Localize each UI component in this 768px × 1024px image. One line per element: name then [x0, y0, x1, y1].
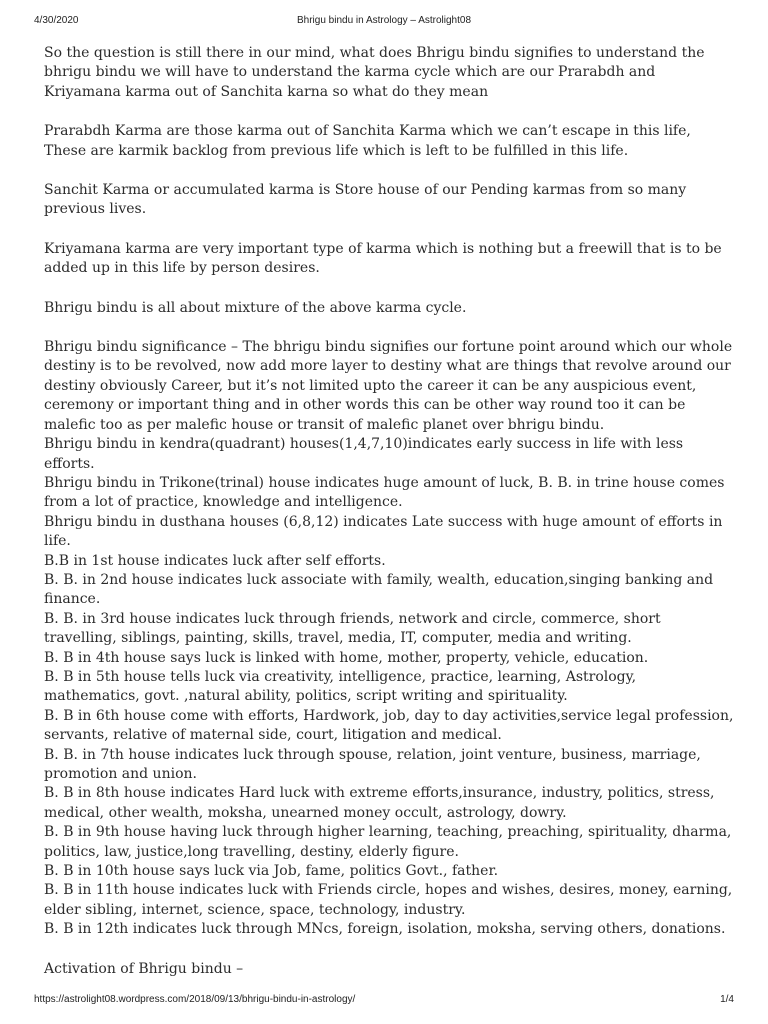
house-line: B. B in 10th house says luck via Job, fame, politics Govt., father.: [44, 863, 499, 880]
print-header: [34, 15, 734, 29]
activation-heading: Activation of Bhrigu bindu –: [44, 960, 244, 977]
paragraph-question: So the question is still there in our mind, what does Bhrigu bindu signifies to understand the bhrigu bindu we will have to understand the karma cycle which are our Prarabdh and Kriyamana karma out of Sanchita karna so what do they mean: [44, 45, 705, 100]
house-line: B.B in 1st house indicates luck after self efforts.: [44, 552, 386, 569]
house-line: Bhrigu bindu in Trikone(trinal) house indicates huge amount of luck, B. B. in trine house comes from a lot of practice, knowledge and intelligence.: [44, 474, 725, 511]
house-line: B. B. in 2nd house indicates luck associate with family, wealth, education,singing banking and finance.: [44, 571, 714, 608]
house-line: B. B in 9th house having luck through higher learning, teaching, preaching, spirituality, dharma, politics, law, justice,long travelling, destiny, elderly figure.: [44, 824, 732, 860]
house-line: Bhrigu bindu in dusthana houses (6,8,12) indicates Late success with huge amount of efforts in life.: [44, 513, 723, 550]
house-line: B. B in 11th house indicates luck with Friends circle, hopes and wishes, desires, money, earning, elder sibling, internet, science, space, technology, industry.: [44, 882, 733, 918]
house-line: B. B. in 7th house indicates luck through spouse, relation, joint venture, business, marriage, promotion and union.: [44, 746, 701, 782]
significance-block: [44, 338, 734, 940]
paragraph-prarabdh: Prarabdh Karma are those karma out of Sanchita Karma which we can’t escape in this life, These are karmik backlog from previous life which is left to be fulfilled in this life.: [44, 123, 691, 159]
paragraph-significance: Bhrigu bindu significance – The bhrigu bindu signifies our fortune point around which our whole destiny is to be revolved, now add more layer to destiny what are things that revolve around our destiny obviously Career, but it’s not limited upto the career it can be any auspicious event, ceremony or important thing and in other words this can be other way round too it can be malefic too as per malefic house or transit of malefic planet over bhrigu bindu.: [44, 339, 733, 433]
house-line: B. B in 5th house tells luck via creativity, intelligence, practice, learning, Astrology, mathematics, govt. ,natural ability, politics, script writing and spirituality.: [44, 668, 637, 705]
house-line: B. B. in 3rd house indicates luck through friends, network and circle, commerce, short travelling, siblings, painting, skills, travel, media, IT, computer, media and writing.: [44, 610, 661, 647]
house-line: B. B in 4th house says luck is linked with home, mother, property, vehicle, education.: [44, 649, 649, 666]
house-line: Bhrigu bindu in kendra(quadrant) houses(1,4,7,10)indicates early success in life with less efforts.: [44, 436, 684, 472]
page-number: 1/4: [720, 994, 734, 1005]
paragraph-sanchit: Sanchit Karma or accumulated karma is Store house of our Pending karmas from so many previous lives.: [44, 182, 687, 218]
paragraph-mixture: Bhrigu bindu is all about mixture of the above karma cycle.: [44, 299, 467, 316]
print-title: Bhrigu bindu in Astrology – Astrolight08: [297, 15, 471, 26]
print-date: 4/30/2020: [34, 15, 79, 26]
print-footer: [34, 994, 734, 1008]
house-line: B. B in 6th house come with efforts, Hardwork, job, day to day activities,service legal profession, servants, relative of maternal side, court, litigation and medical.: [44, 707, 734, 744]
paragraph-kriyamana: Kriyamana karma are very important type of karma which is nothing but a freewill that is to be added up in this life by person desires.: [44, 240, 722, 277]
print-url: https://astrolight08.wordpress.com/2018/09/13/bhrigu-bindu-in-astrology/: [34, 994, 356, 1005]
house-line: B. B in 8th house indicates Hard luck with extreme efforts,insurance, industry, politics, stress, medical, other wealth, moksha, unearned money occult, astrology, dowry.: [44, 785, 715, 821]
article-body: [44, 44, 734, 999]
house-line: B. B in 12th indicates luck through MNcs, foreign, isolation, moksha, serving others, donations.: [44, 921, 726, 938]
